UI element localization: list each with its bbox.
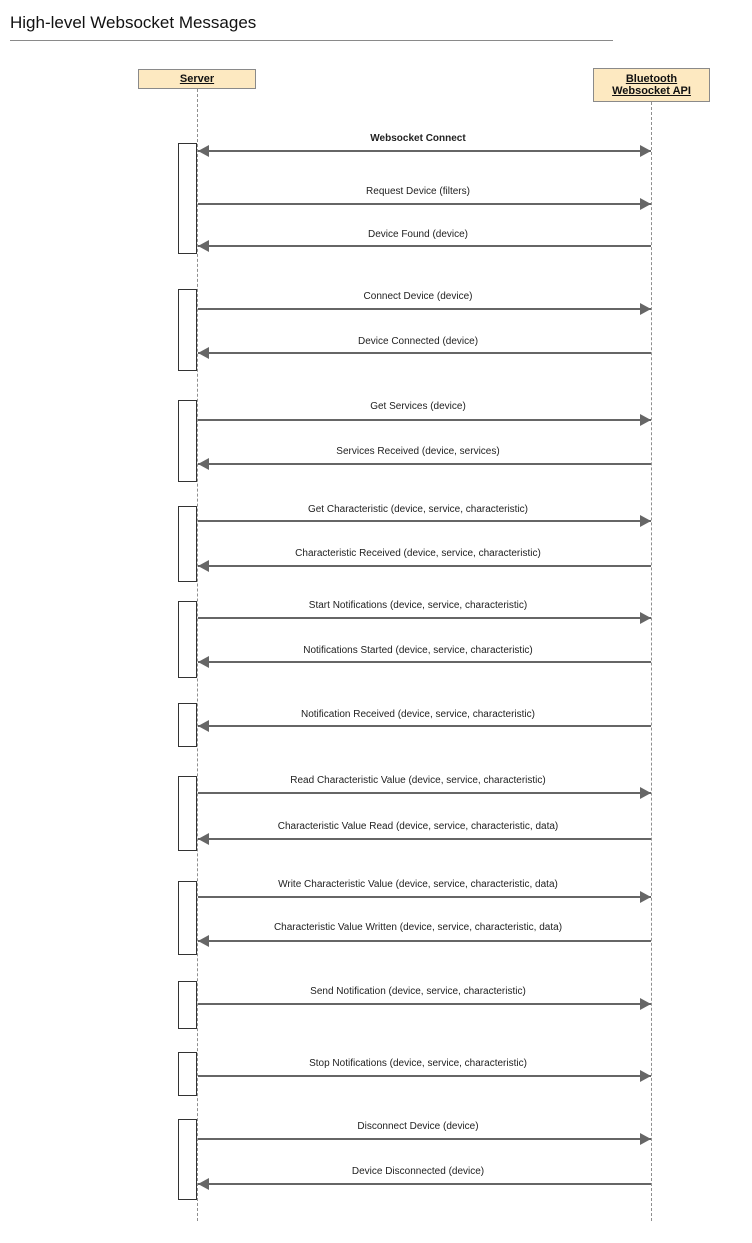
activation-bar: [178, 1052, 197, 1096]
message-arrow-characteristic-value-written: [198, 940, 651, 942]
message-arrow-characteristic-value-read: [198, 838, 651, 840]
activation-bar: [178, 289, 197, 371]
activation-bar: [178, 776, 197, 851]
message-label-device-disconnected: Device Disconnected (device): [351, 1166, 485, 1177]
title-divider: [10, 40, 613, 41]
activation-bar: [178, 703, 197, 747]
api-lifeline: [651, 102, 652, 1221]
message-label-notifications-started: Notifications Started (device, service, characteristic): [303, 645, 533, 656]
message-arrow-connect-device: [198, 308, 651, 310]
message-label-websocket-connect: Websocket Connect: [370, 133, 466, 144]
activation-bar: [178, 506, 197, 582]
message-label-device-found: Device Found (device): [367, 229, 469, 240]
message-label-write-characteristic-value: Write Characteristic Value (device, service, characteristic, data): [278, 879, 558, 890]
message-label-disconnect-device: Disconnect Device (device): [357, 1121, 479, 1132]
activation-bar: [178, 1119, 197, 1200]
api-participant-label-line1: Bluetooth: [625, 73, 678, 85]
message-label-request-device: Request Device (filters): [366, 186, 470, 197]
message-arrow-get-characteristic: [198, 520, 651, 522]
message-arrow-device-connected: [198, 352, 651, 354]
message-arrow-read-characteristic-value: [198, 792, 651, 794]
api-participant: [593, 68, 710, 102]
message-label-get-characteristic: Get Characteristic (device, service, characteristic): [307, 504, 529, 515]
message-label-characteristic-value-read: Characteristic Value Read (device, service, characteristic, data): [277, 821, 559, 832]
message-arrow-services-received: [198, 463, 651, 465]
message-arrow-device-disconnected: [198, 1183, 651, 1185]
message-arrow-write-characteristic-value: [198, 896, 651, 898]
activation-bar: [178, 881, 197, 955]
message-arrow-get-services: [198, 419, 651, 421]
message-arrow-disconnect-device: [198, 1138, 651, 1140]
server-participant: [138, 69, 256, 89]
message-arrow-websocket-connect: [198, 150, 651, 152]
message-arrow-notifications-started: [198, 661, 651, 663]
message-label-characteristic-received: Characteristic Received (device, service, characteristic): [295, 548, 541, 559]
message-label-characteristic-value-written: Characteristic Value Written (device, service, characteristic, data): [273, 922, 563, 933]
message-arrow-send-notification: [198, 1003, 651, 1005]
message-label-device-connected: Device Connected (device): [357, 336, 479, 347]
message-label-notification-received: Notification Received (device, service, characteristic): [301, 709, 535, 720]
message-label-services-received: Services Received (device, services): [336, 446, 500, 457]
message-label-get-services: Get Services (device): [370, 401, 466, 412]
message-label-send-notification: Send Notification (device, service, characteristic): [310, 986, 526, 997]
message-label-start-notifications: Start Notifications (device, service, characteristic): [308, 600, 528, 611]
server-participant-label: Server: [179, 73, 215, 85]
activation-bar: [178, 400, 197, 482]
message-label-read-characteristic-value: Read Characteristic Value (device, service, characteristic): [290, 775, 546, 786]
message-arrow-stop-notifications: [198, 1075, 651, 1077]
message-arrow-request-device: [198, 203, 651, 205]
message-label-connect-device: Connect Device (device): [363, 291, 473, 302]
page-title: High-level Websocket Messages: [10, 13, 257, 32]
message-arrow-notification-received: [198, 725, 651, 727]
activation-bar: [178, 601, 197, 678]
message-arrow-start-notifications: [198, 617, 651, 619]
message-label-stop-notifications: Stop Notifications (device, service, characteristic): [309, 1058, 527, 1069]
activation-bar: [178, 143, 197, 254]
message-arrow-characteristic-received: [198, 565, 651, 567]
activation-bar: [178, 981, 197, 1029]
api-participant-label-line2: Websocket API: [612, 85, 691, 97]
message-arrow-device-found: [198, 245, 651, 247]
